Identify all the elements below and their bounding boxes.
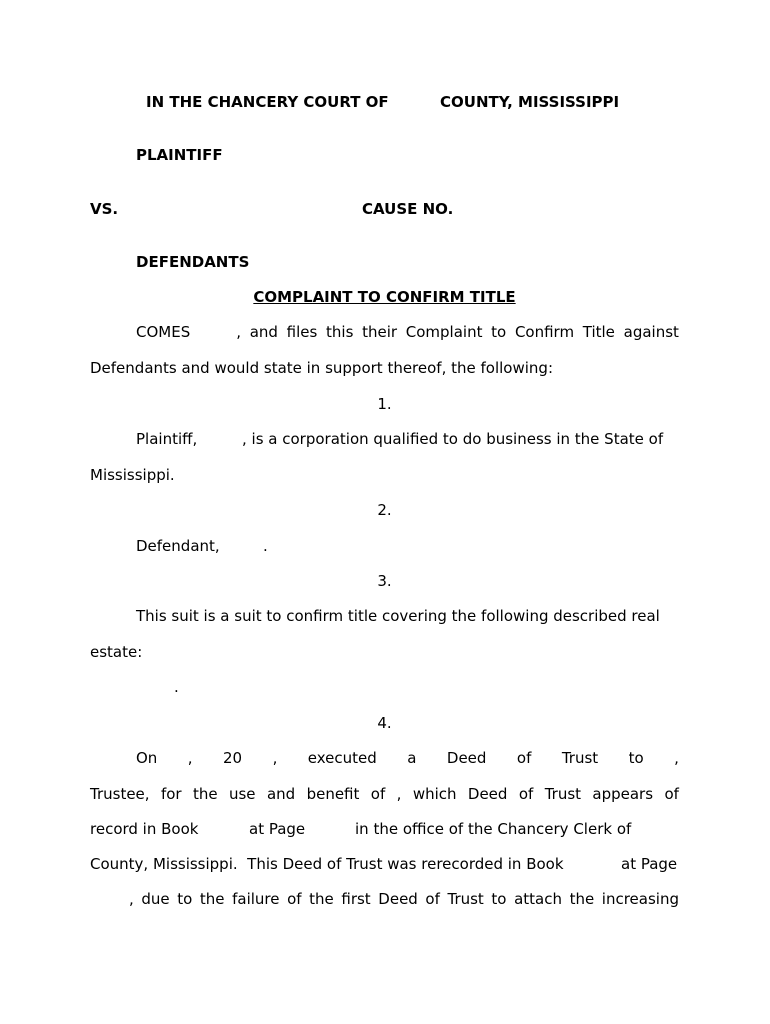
word: Deed [467,785,508,803]
section-4-line-4-a: County, Mississippi. This Deed of Trust was rerecorded in Book [90,855,564,873]
word: , [187,749,193,767]
defendants-label: DEFENDANTS [136,253,250,271]
section-3-line-2: estate: [90,643,143,661]
document-title: COMPLAINT TO CONFIRM TITLE [253,288,516,306]
intro-word: Complaint [405,323,483,341]
word: of [664,785,679,803]
section-4-line-1 [136,748,679,768]
section-4-line-3-a: record in Book [90,820,199,838]
intro-word: Confirm [514,323,575,341]
intro-line-2: Defendants and would state in support thereof, the following: [90,359,553,377]
word: use [228,785,256,803]
intro-word: their [362,323,398,341]
section-3-line-1: This suit is a suit to confirm title covering the following described real [136,607,660,625]
intro-word: COMES [136,323,191,341]
intro-line-1 [136,322,679,342]
word: Trust [561,749,599,767]
section-number-4: 4. [377,714,392,732]
word: of [370,785,386,803]
section-2-lead: Defendant, [136,537,220,555]
section-1-lead: Plaintiff, [136,430,198,448]
word: benefit [306,785,360,803]
versus-label: VS. [90,200,119,218]
word: the [192,785,218,803]
section-4-line-3-b: at Page [249,820,306,838]
court-heading-left: IN THE CHANCERY COURT OF [146,93,389,111]
section-number-2: 2. [377,501,392,519]
word: Trust [544,785,582,803]
word: Deed [446,749,487,767]
intro-word: and [249,323,278,341]
intro-word: against [623,323,679,341]
word: a [407,749,417,767]
section-2-text: . [263,537,268,555]
word: of [516,749,532,767]
word: executed [307,749,377,767]
section-number-1: 1. [377,395,392,413]
section-1-line-2: Mississippi. [90,466,175,484]
word: to [628,749,644,767]
plaintiff-label: PLAINTIFF [136,146,223,164]
intro-word: this [326,323,354,341]
section-4-line-2 [90,784,679,804]
word: and [266,785,296,803]
section-number-3: 3. [377,572,392,590]
intro-word: to [491,323,507,341]
word: appears [592,785,654,803]
word: Trustee, [90,785,150,803]
intro-word: files [286,323,318,341]
word: for [160,785,182,803]
word: On [136,749,158,767]
word: which [412,785,457,803]
section-4-line-3-c: in the office of the Chancery Clerk of [355,820,632,838]
word: , [674,749,679,767]
section-1-text: , is a corporation qualified to do business in the State of [242,430,664,448]
word: , [396,785,402,803]
intro-word: , [236,323,242,341]
legal-description-placeholder: . [174,678,179,696]
section-4-line-5: , due to the failure of the first Deed of Trust to attach the increasing [129,890,679,908]
court-heading-right: COUNTY, MISSISSIPPI [440,93,620,111]
word: 20 [223,749,243,767]
word: of [518,785,534,803]
word: , [272,749,278,767]
intro-word: Title [582,323,615,341]
section-4-line-4-b: at Page [621,855,678,873]
cause-number-label: CAUSE NO. [362,200,454,218]
